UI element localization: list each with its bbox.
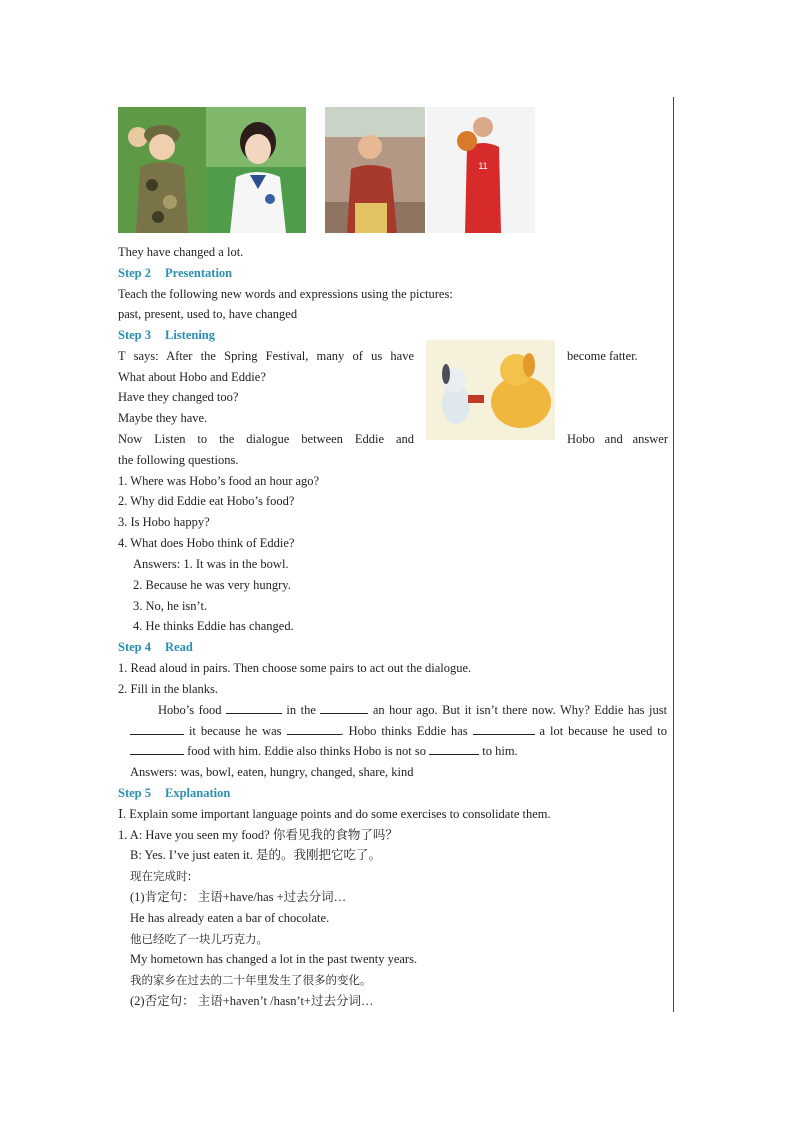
teach-line: Teach the following new words and expressions using the pictures:: [118, 287, 453, 301]
fill-text: Hobo’s food: [158, 703, 222, 717]
blank[interactable]: [130, 743, 184, 755]
affirmative-example: He has already eaten a bar of chocolate.: [130, 911, 330, 925]
fill-text: . Hobo thinks Eddie has: [340, 723, 468, 738]
step4-heading: [118, 639, 193, 655]
question-2: 2. Why did Eddie eat Hobo’s food?: [118, 494, 295, 508]
step-title: Presentation: [165, 266, 233, 280]
step-number: Step 5: [118, 786, 151, 800]
step-title: Listening: [165, 328, 216, 342]
answer-4: 4. He thinks Eddie has changed.: [133, 619, 294, 633]
blank[interactable]: [320, 702, 368, 714]
step-number: Step 3: [118, 328, 151, 342]
question-3: 3. Is Hobo happy?: [118, 515, 210, 529]
now-listen-line: Now Listen to the dialogue between Eddie and: [118, 432, 414, 446]
step-number: Step 2: [118, 266, 151, 280]
fill-text: food with him. Eddie also thinks Hobo is not so: [187, 744, 427, 759]
read-instruction-1: 1. Read aloud in pairs. Then choose some pairs to act out the dialogue.: [118, 661, 472, 675]
fill-text: to him.: [482, 744, 518, 759]
what-about-line: What about Hobo and Eddie?: [118, 370, 266, 384]
blank[interactable]: [287, 723, 341, 735]
answer-1: Answers: 1. It was in the bowl.: [133, 557, 289, 571]
svg-text:11: 11: [478, 161, 488, 171]
question-4: 4. What does Hobo think of Eddie?: [118, 536, 295, 550]
fill-answers: Answers: was, bowl, eaten, hungry, changed, share, kind: [130, 765, 414, 779]
answer-3: 3. No, he isn’t.: [133, 599, 208, 613]
summary-line: They have changed a lot.: [118, 245, 244, 259]
following-line: the following questions.: [118, 453, 239, 467]
fill-text: it because he was: [188, 723, 282, 738]
example-1a: 1. A: Have you seen my food? 你看见我的食物了吗？: [118, 828, 398, 842]
blank[interactable]: [130, 723, 184, 735]
hobo-eddie-cartoon: [426, 340, 555, 440]
answer-2: 2. Because he was very hungry.: [133, 578, 291, 592]
blank[interactable]: [473, 723, 535, 735]
read-instruction-2: 2. Fill in the blanks.: [118, 682, 218, 696]
hometown-translation: 我的家乡在过去的二十年里发生了很多的变化。: [130, 973, 372, 987]
step-number: Step 4: [118, 640, 151, 654]
step5-heading: [118, 785, 230, 801]
blank[interactable]: [226, 702, 282, 714]
fill-text: an hour ago. But it isn’t there now. Why? Eddie has just: [372, 703, 668, 717]
affirmative-rule: (1)肯定句： 主语+have/has +过去分词…: [130, 890, 347, 904]
words-line: past, present, used to, have changed: [118, 307, 298, 321]
photo-school-girl: [206, 107, 306, 233]
question-1: 1. Where was Hobo’s food an hour ago?: [118, 474, 320, 488]
tense-label: 现在完成时:: [130, 869, 192, 883]
explain-line: Ⅰ. Explain some important language points and do some exercises to consolidate them.: [118, 807, 551, 821]
step2-heading: [118, 265, 232, 281]
example-1b: B: Yes. I’ve just eaten it. 是的。我刚把它吃了。: [130, 848, 382, 862]
tsays-line: T says: After the Spring Festival, many of us have: [118, 349, 414, 363]
blank[interactable]: [429, 743, 479, 755]
negative-rule: (2)否定句： 主语+haven’t /hasn’t+过去分词…: [130, 994, 374, 1008]
maybe-line: Maybe they have.: [118, 411, 208, 425]
photo-boy-great-wall: [325, 107, 425, 233]
photo-basketball-player: [427, 107, 535, 233]
step-title: Read: [165, 640, 193, 654]
hobo-answer-line: Hobo and answer: [567, 432, 668, 446]
step-title: Explanation: [165, 786, 231, 800]
fill-text: a lot because he used to: [539, 723, 668, 738]
step3-heading: [118, 327, 215, 343]
fill-text: in the: [286, 703, 316, 717]
have-they-line: Have they changed too?: [118, 390, 239, 404]
photo-child-soldier: [118, 107, 206, 233]
fatter-line: become fatter.: [567, 349, 638, 363]
fill-blank-paragraph: [130, 700, 667, 762]
affirmative-translation: 他已经吃了一块儿巧克力。: [130, 932, 268, 946]
margin-rule: [673, 97, 674, 1012]
hometown-example: My hometown has changed a lot in the past twenty years.: [130, 952, 418, 966]
